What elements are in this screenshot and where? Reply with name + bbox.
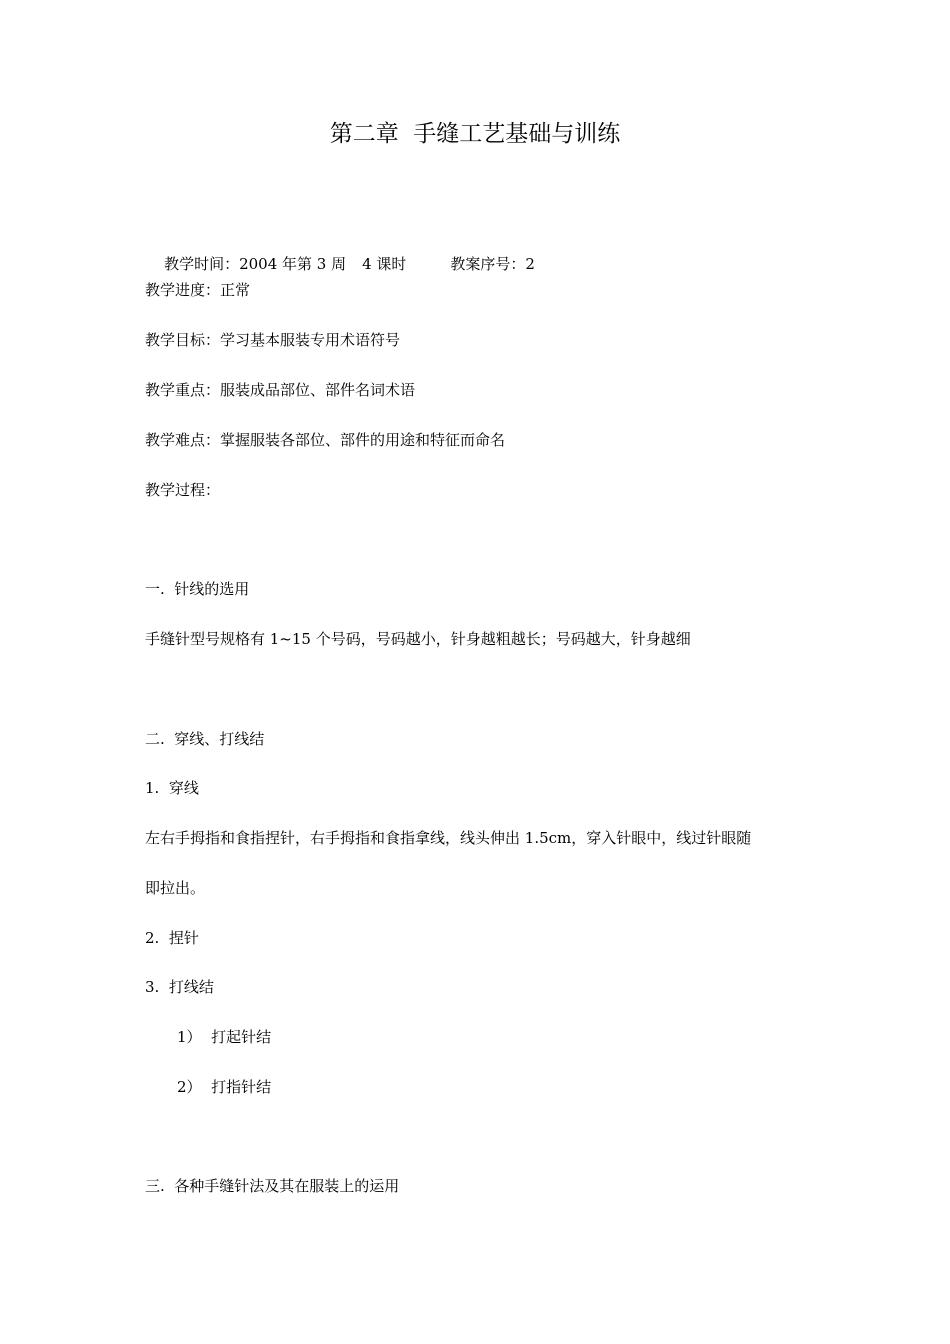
teaching-progress: 教学进度：正常	[145, 281, 251, 299]
section-3-heading: 三. 各种手缝针法及其在服装上的运用	[145, 1177, 400, 1195]
sub-item-1: 1） 打起针结	[177, 1028, 272, 1046]
item-2-heading: 2. 捏针	[145, 929, 199, 947]
teaching-key-points: 教学重点：服装成品部位、部件名词术语	[145, 381, 416, 399]
teaching-time: 教学时间：2004 年第 3 周	[164, 255, 347, 273]
chapter-title: 第二章 手缝工艺基础与训练	[329, 121, 621, 147]
section-2-heading: 二. 穿线、打线结	[145, 730, 265, 748]
item-1-text-line-1: 左右手拇指和食指捏针，右手拇指和食指拿线，线头伸出 1.5cm，穿入针眼中，线过针眼随	[145, 829, 752, 847]
section-1-heading: 一. 针线的选用	[145, 580, 250, 598]
class-hours: 4 课时	[362, 255, 407, 273]
item-1-text-line-2: 即拉出。	[145, 879, 206, 897]
teaching-process: 教学过程：	[145, 481, 221, 499]
item-1-heading: 1. 穿线	[145, 779, 199, 797]
section-1-text: 手缝针型号规格有 1~15 个号码，号码越小，针身越粗越长；号码越大，针身越细	[145, 630, 691, 648]
teaching-difficulty: 教学难点：掌握服装各部位、部件的用途和特征而命名	[145, 431, 506, 449]
lesson-plan-number: 教案序号：2	[450, 255, 535, 273]
sub-item-2: 2） 打指针结	[177, 1078, 272, 1096]
item-3-heading: 3. 打线结	[145, 978, 214, 996]
teaching-goal: 教学目标：学习基本服装专用术语符号	[145, 331, 401, 349]
